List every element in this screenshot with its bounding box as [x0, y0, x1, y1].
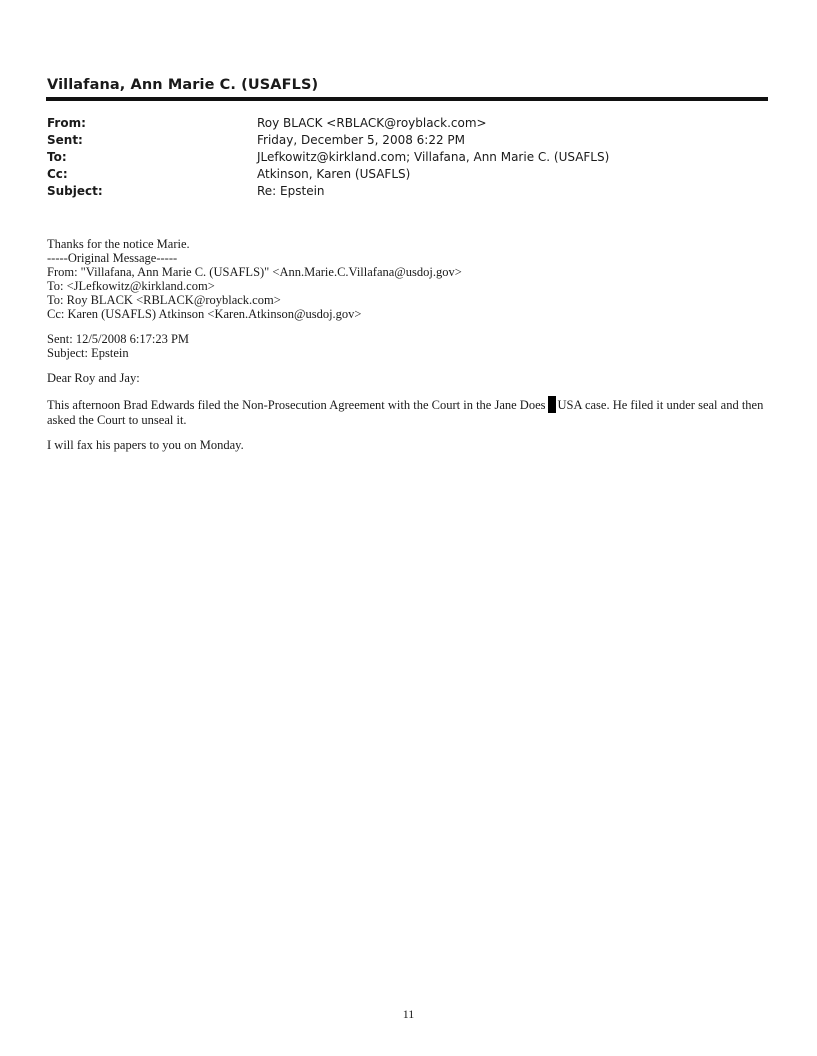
cc-label: Cc:: [47, 167, 68, 181]
to-label: To:: [47, 150, 67, 164]
header-row-subject: [47, 183, 609, 200]
title-divider: [46, 97, 768, 101]
original-subject: Subject: Epstein: [47, 346, 129, 360]
header-row-cc: [47, 166, 609, 183]
sent-label: Sent:: [47, 133, 83, 147]
header-row-sent: [47, 132, 609, 149]
greeting: Dear Roy and Jay:: [47, 371, 140, 385]
original-to-2: To: Roy BLACK <RBLACK@royblack.com>: [47, 293, 281, 307]
paragraph-2: I will fax his papers to you on Monday.: [47, 438, 244, 452]
subject-value: Re: Epstein: [257, 184, 325, 198]
from-label: From:: [47, 116, 86, 130]
original-to-1: To: <JLefkowitz@kirkland.com>: [47, 279, 215, 293]
original-from: From: "Villafana, Ann Marie C. (USAFLS)" <Ann.Marie.C.Villafana@usdoj.gov>: [47, 265, 462, 279]
subject-label: Subject:: [47, 184, 103, 198]
email-header: [47, 115, 609, 200]
original-sent: Sent: 12/5/2008 6:17:23 PM: [47, 332, 190, 346]
page-title: Villafana, Ann Marie C. (USAFLS): [47, 77, 319, 93]
original-cc: Cc: Karen (USAFLS) Atkinson <Karen.Atkinson@usdoj.gov>: [47, 307, 362, 321]
paragraph-1-part-1: This afternoon Brad Edwards filed the Non-Prosecution Agreement with the Court in the Jane Does: [47, 398, 546, 412]
cc-value: Atkinson, Karen (USAFLS): [257, 167, 411, 181]
original-message-divider: -----Original Message-----: [47, 251, 178, 265]
paragraph-1-part-2: USA case. He filed it under seal and then asked the Court to unseal it.: [47, 398, 764, 427]
header-row-to: [47, 149, 609, 166]
sent-value: Friday, December 5, 2008 6:22 PM: [257, 133, 466, 147]
reply-text: Thanks for the notice Marie.: [47, 237, 190, 251]
page-number: 11: [402, 1007, 415, 1021]
header-row-from: [47, 115, 609, 132]
email-body: [47, 237, 772, 452]
paragraph-1: [47, 396, 772, 427]
to-value: JLefkowitz@kirkland.com; Villafana, Ann Marie C. (USAFLS): [257, 150, 610, 164]
from-value: Roy BLACK <RBLACK@royblack.com>: [257, 116, 487, 130]
redaction-block: [548, 396, 556, 413]
